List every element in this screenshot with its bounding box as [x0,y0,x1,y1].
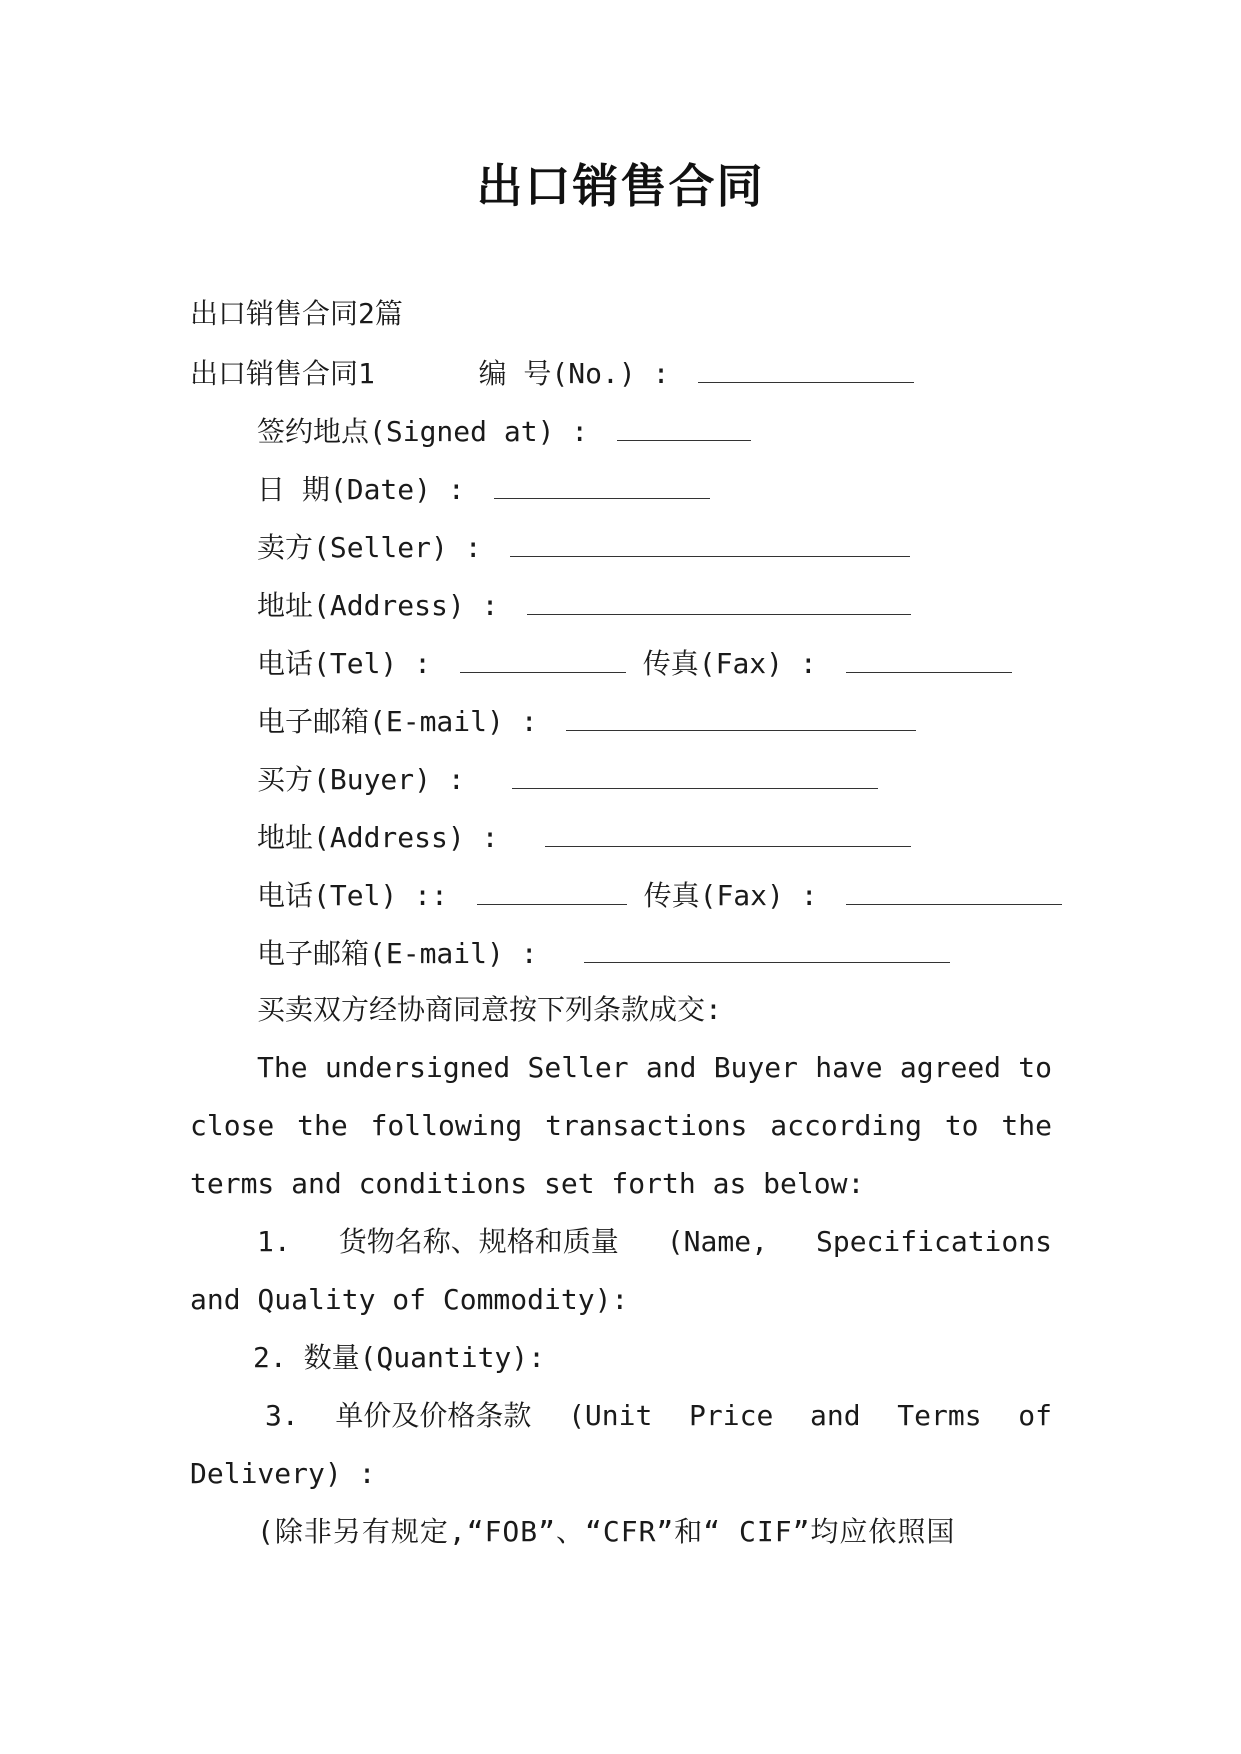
buyer-field[interactable] [512,758,878,789]
signed-at-field[interactable] [617,410,751,441]
agreement-en-line-3: terms and conditions set forth as below: [190,1167,865,1200]
seller-tel-fax-row [257,642,1012,684]
seller-address-label: 地址(Address) : [257,589,499,622]
agreement-en-line-2-word: to [944,1109,979,1142]
seller-email-label: 电子邮箱(E-mail) : [257,705,538,738]
agreement-en-line-1 [257,1048,1052,1088]
clause-1-line-1-word: (Name, [666,1225,768,1258]
agreement-en-line-2-word: according [770,1109,922,1142]
contract-no-field[interactable] [698,352,914,383]
agreement-en-line-2-word: the [1001,1109,1052,1142]
buyer-email-label: 电子邮箱(E-mail) : [257,937,538,970]
seller-address-row [257,584,911,626]
clause-3-line-2: Delivery) : [190,1457,376,1490]
buyer-email-field[interactable] [584,932,950,963]
agreement-en-line-1-word: Seller [527,1051,629,1084]
buyer-address-row [257,816,911,858]
clause-3-line-1-word: (Unit [568,1399,653,1432]
seller-tel-label: 电话(Tel) : [257,647,432,680]
clause-3-note: (除非另有规定,“FOB”、“CFR”和“ CIF”均应依照国 [257,1515,956,1548]
agreement-en-line-2-word: transactions [545,1109,748,1142]
agreement-cn: 买卖双方经协商同意按下列条款成交: [257,993,722,1026]
seller-tel-field[interactable] [460,642,626,673]
clause-1-line-1-word: 货物名称、规格和质量 [338,1225,619,1258]
buyer-address-field[interactable] [545,816,911,847]
seller-fax-label: 传真(Fax) : [642,647,817,680]
document-subtitle: 出口销售合同2篇 [190,297,403,330]
seller-row [257,526,910,568]
clause-3-line-1-word: 单价及价格条款 [335,1399,532,1432]
seller-email-field[interactable] [566,700,916,731]
buyer-label: 买方(Buyer) : [257,763,465,796]
clause-3-line-1-word: and [810,1399,861,1432]
clause-1-line-1-word: Specifications [815,1225,1052,1258]
agreement-en-line-1-word: undersigned [324,1051,511,1084]
seller-address-field[interactable] [527,584,911,615]
seller-email-row [257,700,916,742]
buyer-row [257,758,878,800]
buyer-tel-fax-row [257,874,1062,916]
seller-field[interactable] [510,526,910,557]
clause-3-line-1-word: 3. [265,1399,299,1432]
clause-1-line-1-word: 1. [257,1225,291,1258]
clause-1-line-2: and Quality of Commodity): [190,1283,629,1316]
clause-3-line-1-word: Price [689,1399,774,1432]
buyer-tel-field[interactable] [477,874,627,905]
agreement-en-line-1-word: Buyer [713,1051,798,1084]
buyer-tel-label: 电话(Tel) :: [257,879,448,912]
buyer-fax-field[interactable] [846,874,1062,905]
agreement-en-line-2 [190,1106,1052,1146]
buyer-email-row [257,932,950,974]
clause-2: 2. 数量(Quantity): [253,1341,546,1374]
clause-3-line-1-word: of [1018,1399,1052,1432]
contract-no-label: 编 号(No.) : [478,357,670,390]
agreement-en-line-2-word: the [297,1109,348,1142]
date-row [257,468,710,510]
agreement-en-line-1-word: agreed [899,1051,1002,1084]
agreement-en-line-1-word: The [257,1051,308,1084]
document-title: 出口销售合同 [476,159,765,213]
agreement-en-line-1-word: have [815,1051,883,1084]
signed-at-label: 签约地点(Signed at) : [257,415,589,448]
clause-3-line-1 [265,1396,1052,1436]
seller-fax-field[interactable] [846,642,1012,673]
clause-3-line-1-word: Terms [897,1399,982,1432]
agreement-en-line-2-word: following [370,1109,523,1142]
date-field[interactable] [494,468,710,499]
signed-at-row [257,410,751,452]
buyer-address-label: 地址(Address) : [257,821,499,854]
buyer-fax-label: 传真(Fax) : [643,879,818,912]
contract-heading-row [190,352,914,394]
agreement-en-line-1-word: and [645,1051,697,1084]
date-label: 日 期(Date) : [257,473,465,506]
clause-1-line-1 [257,1222,1052,1262]
agreement-en-line-1-word: to [1018,1051,1052,1084]
contract-heading: 出口销售合同1 [190,357,375,390]
agreement-en-line-2-word: close [190,1109,275,1142]
seller-label: 卖方(Seller) : [257,531,482,564]
